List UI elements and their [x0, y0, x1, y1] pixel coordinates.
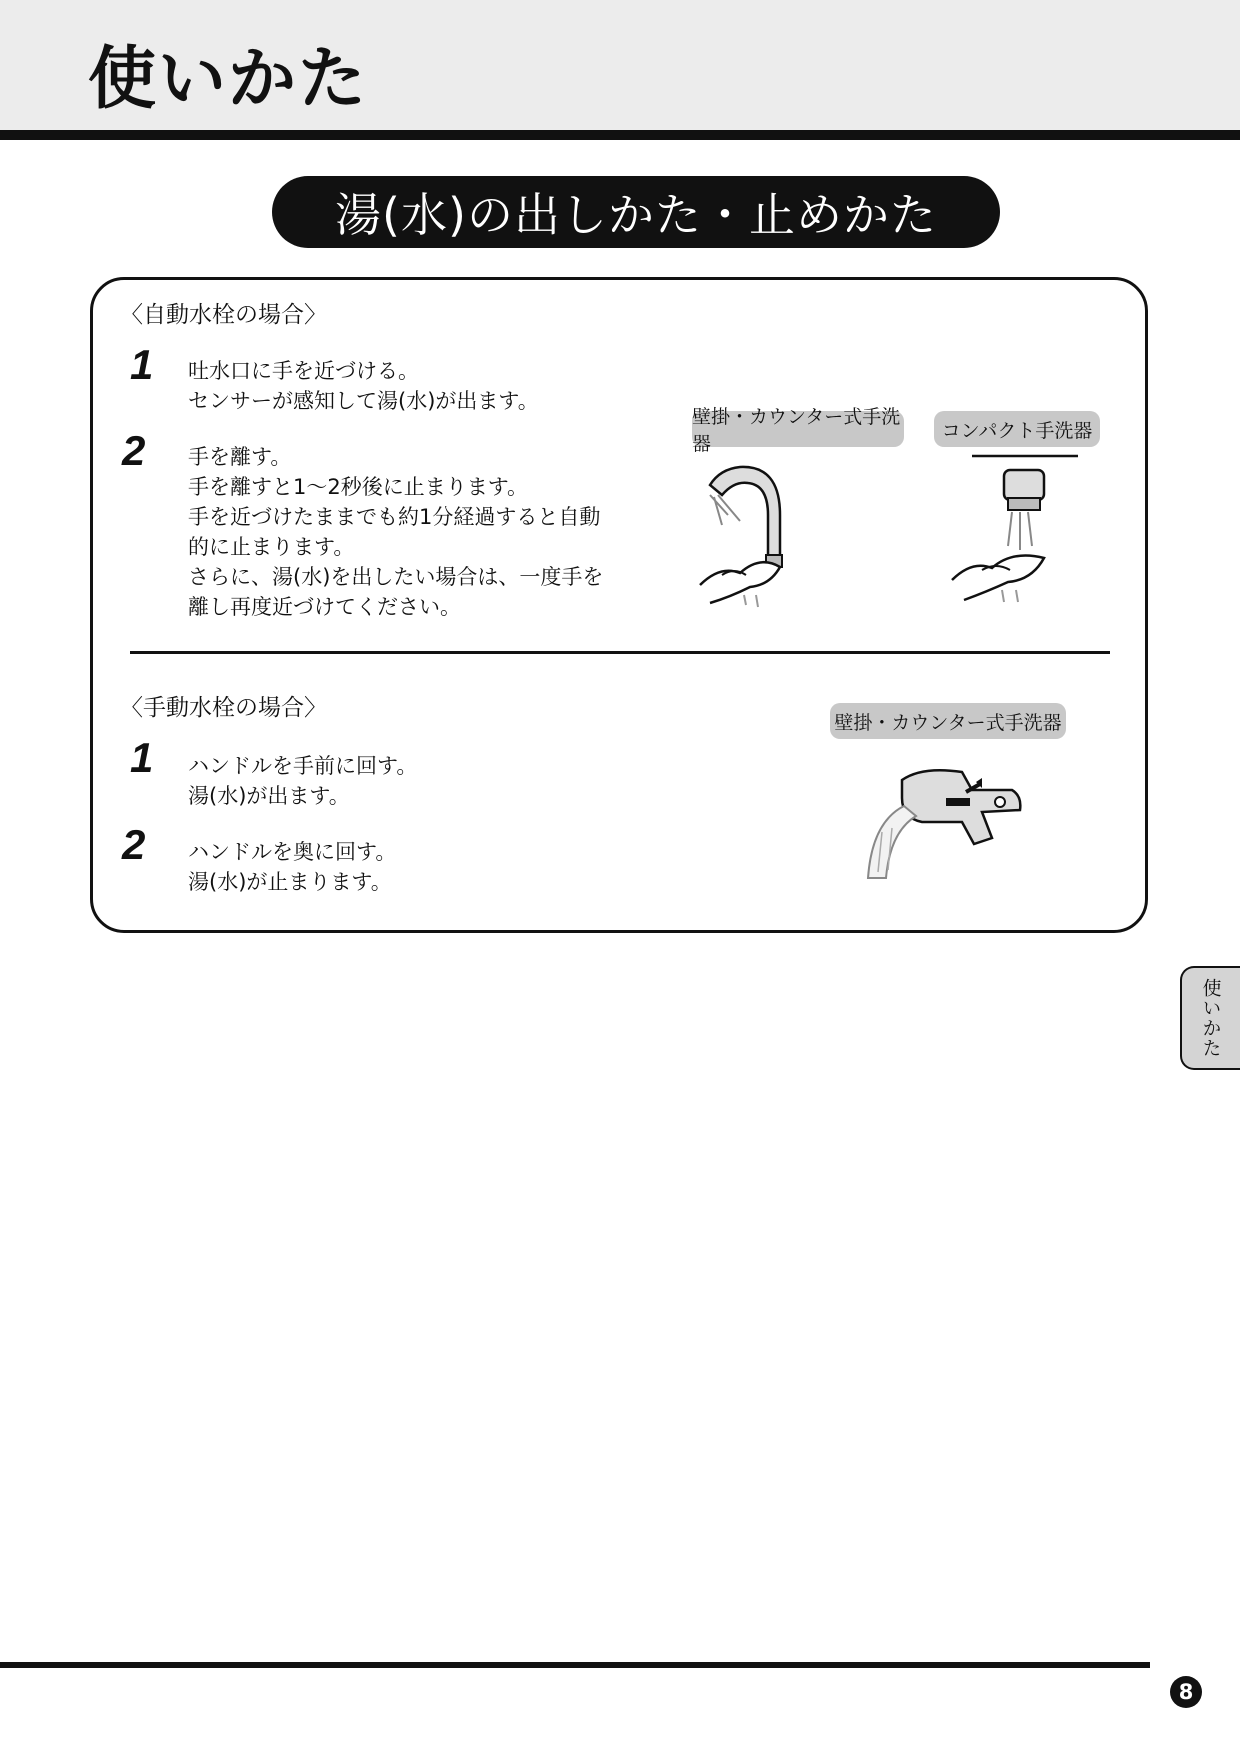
- auto-step-2-text: [188, 442, 603, 622]
- label-manual-wall-counter-basin: 壁掛・カウンター式手洗器: [830, 703, 1066, 739]
- auto-step-2-line-3: 手を近づけたままでも約1分経過すると自動: [188, 505, 601, 529]
- page-title: 使いかた: [88, 40, 369, 119]
- manual-step-2-number: 2: [122, 821, 146, 868]
- manual-step-2-line-1: ハンドルを奥に回す。: [188, 840, 397, 864]
- auto-step-2-number: 2: [122, 427, 146, 474]
- manual-step-1-line-2: 湯(水)が出ます。: [188, 784, 350, 808]
- auto-step-1-text: [188, 356, 539, 416]
- lever-faucet-illustration: [862, 762, 1032, 882]
- label-wall-counter-basin: 壁掛・カウンター式手洗器: [692, 411, 904, 447]
- manual-heading: 〈手動水栓の場合〉: [120, 695, 327, 721]
- auto-step-2-line-1: 手を離す。: [188, 445, 292, 469]
- sensor-faucet-illustration: [700, 455, 900, 615]
- auto-step-2-line-4: 的に止まります。: [188, 535, 355, 559]
- label-compact-basin: コンパクト手洗器: [934, 411, 1100, 447]
- auto-step-2-line-2: 手を離すと1〜2秒後に止まります。: [188, 475, 529, 499]
- footer-rule: [0, 1662, 1150, 1668]
- manual-step-2-line-2: 湯(水)が止まります。: [188, 870, 392, 894]
- auto-step-2-line-6: 離し再度近づけてください。: [188, 595, 461, 619]
- page-number: 8: [1170, 1676, 1202, 1708]
- manual-step-1-line-1: ハンドルを手前に回す。: [188, 754, 418, 778]
- auto-step-1-number: 1: [130, 341, 154, 388]
- manual-step-2-text: [188, 837, 396, 897]
- automatic-heading: 〈自動水栓の場合〉: [120, 302, 327, 328]
- manual-step-1-number: 1: [130, 734, 154, 781]
- section-title: 湯(水)の出しかた・止めかた: [272, 176, 1000, 248]
- auto-step-1-line-1: 吐水口に手を近づける。: [188, 359, 419, 383]
- manual-step-1-text: [188, 751, 417, 811]
- header-rule: [0, 130, 1240, 140]
- compact-faucet-illustration: [952, 450, 1092, 615]
- auto-step-1-line-2: センサーが感知して湯(水)が出ます。: [188, 389, 539, 413]
- side-tab[interactable]: [1180, 966, 1240, 1070]
- side-tab-label: 使いかた: [1199, 978, 1222, 1058]
- auto-step-2-line-5: さらに、湯(水)を出したい場合は、一度手を: [188, 565, 604, 589]
- section-divider: [130, 651, 1110, 654]
